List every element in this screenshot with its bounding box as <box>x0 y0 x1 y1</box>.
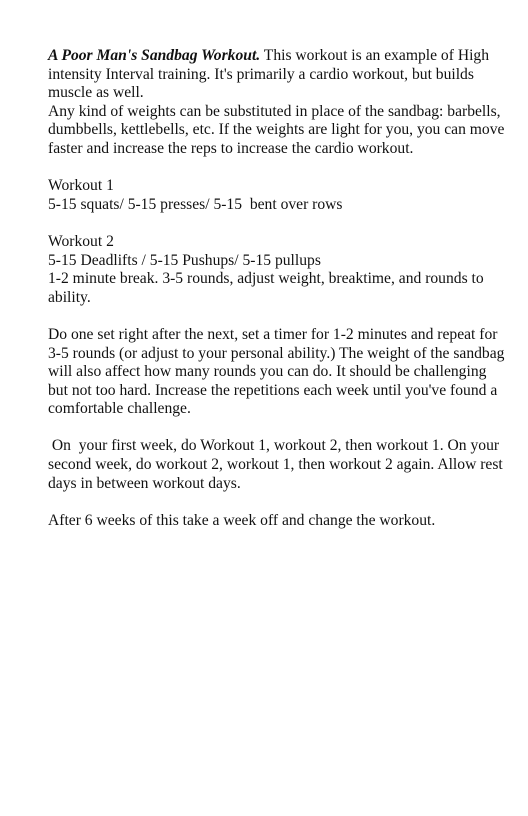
workout2-heading: Workout 2 <box>48 232 114 250</box>
workout1-heading: Workout 1 <box>48 177 114 195</box>
paragraph-gap <box>48 307 510 326</box>
instructions-paragraph: Do one set right after the next, set a timer for 1-2 minutes and repeat for 3-5 rounds (or adjust to your personal ability.) The weight of the sandbag will also affect how many rounds you can do. It should be challenging but not too hard. Increase the repetitions each week until you've found a comfortable challenge. <box>48 325 509 418</box>
closing-paragraph: After 6 weeks of this take a week off and change the workout. <box>48 511 436 529</box>
intro-paragraph <box>48 47 510 103</box>
paragraph-gap <box>48 493 510 512</box>
document-title: A Poor Man's Sandbag Workout. <box>48 47 261 64</box>
substitution-paragraph: Any kind of weights can be substituted in place of the sandbag: barbells, dumbbells, kettlebells, etc. If the weights are light for you, you can move faster and increase the reps to increase the cardio workout. <box>48 102 509 157</box>
document-page <box>48 47 510 530</box>
intro-text: This workout is an example of High intensity Interval training. It's primarily a cardio workout, but builds muscle as well. <box>48 47 493 102</box>
paragraph-gap <box>48 159 510 178</box>
workout1-exercises: 5-15 squats/ 5-15 presses/ 5-15 bent over rows <box>48 195 343 213</box>
workout2-exercises: 5-15 Deadlifts / 5-15 Pushups/ 5-15 pullups <box>48 251 321 269</box>
paragraph-gap <box>48 419 510 438</box>
schedule-paragraph: On your first week, do Workout 1, workout 2, then workout 1. On your second week, do workout 2, workout 1, then workout 2 again. Allow rest days in between workout days. <box>48 437 507 492</box>
paragraph-gap <box>48 214 510 233</box>
workout2-rest-note: 1-2 minute break. 3-5 rounds, adjust weight, breaktime, and rounds to ability. <box>48 270 488 306</box>
